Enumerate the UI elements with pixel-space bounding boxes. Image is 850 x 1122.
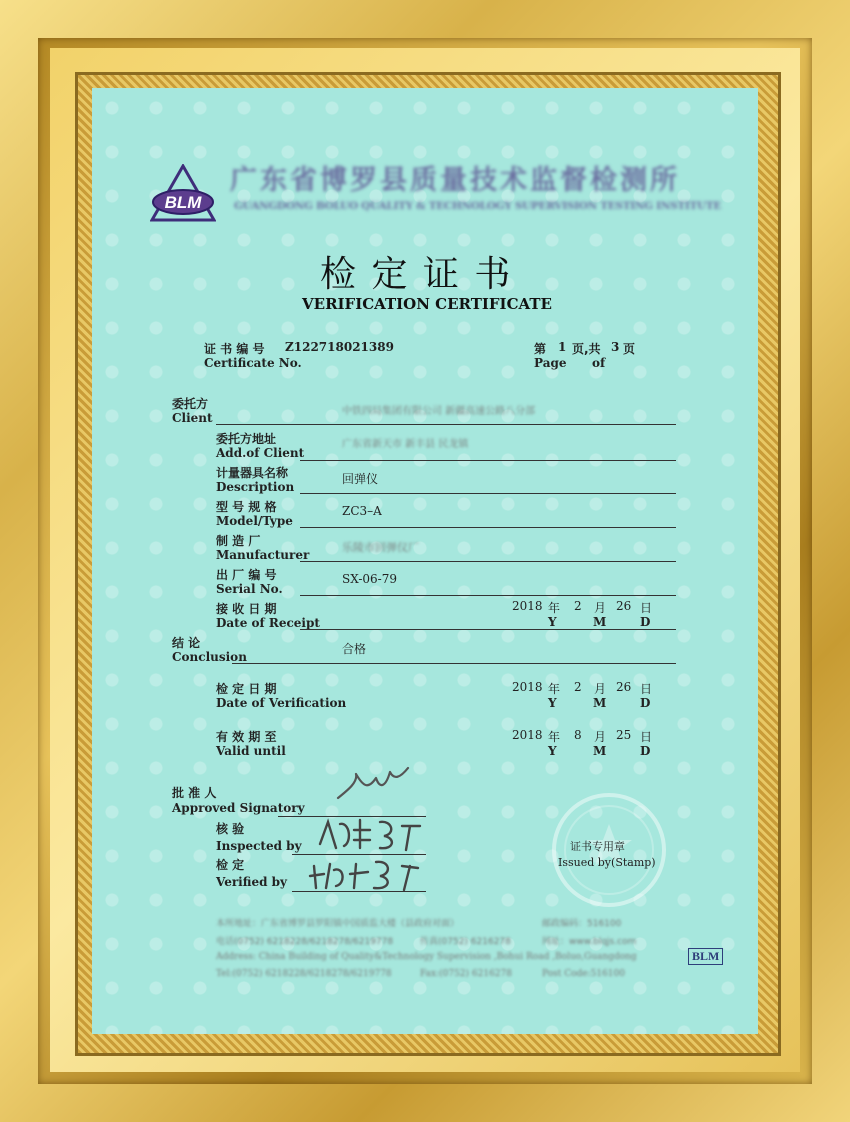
mfr-label-en: Manufacturer bbox=[216, 548, 310, 562]
desc-underline bbox=[300, 493, 676, 494]
stamp-label-en: Issued by(Stamp) bbox=[558, 856, 656, 869]
cert-no-label-en: Certificate No. bbox=[204, 356, 302, 370]
verif-label-en: Date of Verification bbox=[216, 696, 347, 710]
model-value: ZC3–A bbox=[342, 504, 382, 518]
verif-y-en: Y bbox=[548, 696, 557, 710]
verif-year: 2018 bbox=[512, 680, 543, 694]
title-en: VERIFICATION CERTIFICATE bbox=[302, 295, 552, 313]
client-label-cn: 委托方 bbox=[172, 397, 209, 411]
verif-year-cn: 年 bbox=[548, 682, 561, 696]
verif-d-en: D bbox=[640, 696, 651, 710]
inspected-label-en: Inspected by bbox=[216, 839, 302, 853]
approved-signature bbox=[328, 760, 418, 810]
title-cn: 检 定 证 书 bbox=[320, 254, 513, 295]
valid-y-en: Y bbox=[548, 744, 557, 758]
addr-underline bbox=[300, 460, 676, 461]
approved-label-en: Approved Signatory bbox=[172, 801, 305, 815]
addr-label-en: Add.of Client bbox=[216, 446, 305, 460]
mfr-value: 乐陵市回弹仪厂 bbox=[342, 541, 419, 554]
page-label-3: 页 bbox=[623, 342, 636, 356]
addr-label-cn: 委托方地址 bbox=[216, 432, 277, 446]
receipt-year: 2018 bbox=[512, 599, 543, 613]
valid-month-cn: 月 bbox=[594, 730, 607, 744]
approved-label-cn: 批 准 人 bbox=[172, 786, 217, 800]
cert-no-label-cn: 证 书 编 号 bbox=[204, 342, 265, 356]
receipt-month: 2 bbox=[574, 599, 582, 613]
client-underline bbox=[216, 424, 676, 425]
page-label-1: 第 bbox=[534, 342, 547, 356]
mfr-underline bbox=[300, 561, 676, 562]
serial-label-en: Serial No. bbox=[216, 582, 283, 596]
inspected-label-cn: 核 验 bbox=[216, 822, 245, 836]
page-label-en: Page bbox=[534, 356, 567, 370]
verif-day: 26 bbox=[616, 680, 632, 694]
blm-logo-icon bbox=[150, 164, 216, 222]
institute-name-en: GUANGDONG BOLUO QUALITY & TECHNOLOGY SUPERVISION TESTING INSTITUTE bbox=[234, 200, 722, 212]
verified-label-cn: 检 定 bbox=[216, 858, 245, 872]
page-total: 3 bbox=[611, 340, 620, 354]
footer-phone-cn: 电话(0752) 6218228/6218278/6219778 bbox=[216, 937, 394, 947]
verified-signature bbox=[306, 856, 426, 894]
serial-underline bbox=[300, 595, 676, 596]
valid-label-en: Valid until bbox=[216, 744, 286, 758]
receipt-day-cn: 日 bbox=[640, 601, 653, 615]
footer-postcode-cn: 邮政编码：516100 bbox=[542, 919, 622, 929]
footer-website: 网址：www.blqjs.com bbox=[542, 937, 637, 947]
of-label-en: of bbox=[592, 356, 606, 370]
verif-month: 2 bbox=[574, 680, 582, 694]
receipt-day: 26 bbox=[616, 599, 632, 613]
valid-year: 2018 bbox=[512, 728, 543, 742]
verif-day-cn: 日 bbox=[640, 682, 653, 696]
valid-d-en: D bbox=[640, 744, 651, 758]
footer-fax-cn: 传真(0752) 6216278 bbox=[420, 937, 511, 947]
logo-text: BLM bbox=[164, 193, 202, 212]
model-underline bbox=[300, 527, 676, 528]
page-number: 1 bbox=[558, 340, 567, 354]
serial-value: SX-06-79 bbox=[342, 572, 397, 586]
receipt-year-cn: 年 bbox=[548, 601, 561, 615]
serial-label-cn: 出 厂 编 号 bbox=[216, 568, 277, 582]
receipt-label-cn: 接 收 日 期 bbox=[216, 602, 277, 616]
footer-postcode-en: Post Code:516100 bbox=[542, 969, 625, 979]
receipt-label-en: Date of Receipt bbox=[216, 616, 320, 630]
institute-name-cn: 广东省博罗县质量技术监督检测所 bbox=[230, 165, 680, 196]
conclusion-label-en: Conclusion bbox=[172, 650, 247, 664]
footer-tel-en: Tel:(0752) 6218228/6218278/6219778 bbox=[216, 969, 392, 979]
receipt-y-en: Y bbox=[548, 615, 557, 629]
inspected-underline bbox=[292, 854, 426, 855]
cert-no-value: Z122718021389 bbox=[285, 340, 394, 354]
client-label-en: Client bbox=[172, 411, 213, 425]
page-label-2: 页,共 bbox=[572, 342, 601, 356]
addr-value: 广东省新天市 新丰县 民龙镇 bbox=[342, 439, 469, 450]
valid-day: 25 bbox=[616, 728, 632, 742]
inspected-signature bbox=[310, 814, 430, 856]
desc-label-cn: 计量器具名称 bbox=[216, 466, 289, 480]
desc-value: 回弹仪 bbox=[342, 472, 379, 486]
blm-badge: BLM bbox=[688, 948, 723, 965]
model-label-en: Model/Type bbox=[216, 514, 293, 528]
verified-label-en: Verified by bbox=[216, 875, 288, 889]
stamp-label-cn: 证书专用章 bbox=[570, 840, 625, 853]
valid-month: 8 bbox=[574, 728, 582, 742]
conclusion-underline bbox=[232, 663, 676, 664]
verif-month-cn: 月 bbox=[594, 682, 607, 696]
receipt-m-en: M bbox=[593, 615, 607, 629]
conclusion-label-cn: 结 论 bbox=[172, 636, 201, 650]
valid-year-cn: 年 bbox=[548, 730, 561, 744]
valid-day-cn: 日 bbox=[640, 730, 653, 744]
conclusion-value: 合格 bbox=[342, 642, 367, 656]
footer-address-cn: 本所地址：广东省博罗县罗阳镇中国质监大楼（县政府对面） bbox=[216, 919, 460, 929]
valid-label-cn: 有 效 期 至 bbox=[216, 730, 277, 744]
desc-label-en: Description bbox=[216, 480, 295, 494]
client-value: 中铁四局集团有限公司 新疆高速公路八分部 bbox=[342, 406, 536, 417]
valid-m-en: M bbox=[593, 744, 607, 758]
mfr-label-cn: 制 造 厂 bbox=[216, 534, 261, 548]
verif-m-en: M bbox=[593, 696, 607, 710]
footer-fax-en: Fax:(0752) 6216278 bbox=[420, 969, 512, 979]
model-label-cn: 型 号 规 格 bbox=[216, 500, 277, 514]
receipt-month-cn: 月 bbox=[594, 601, 607, 615]
receipt-d-en: D bbox=[640, 615, 651, 629]
footer-address-en: Address: China Building of Quality&Technology Supervision ,Bohui Road ,Boluo,Guangdong bbox=[216, 952, 637, 962]
verif-label-cn: 检 定 日 期 bbox=[216, 682, 277, 696]
receipt-underline bbox=[300, 629, 676, 630]
verified-underline bbox=[292, 891, 426, 892]
certificate-paper bbox=[92, 88, 758, 1034]
